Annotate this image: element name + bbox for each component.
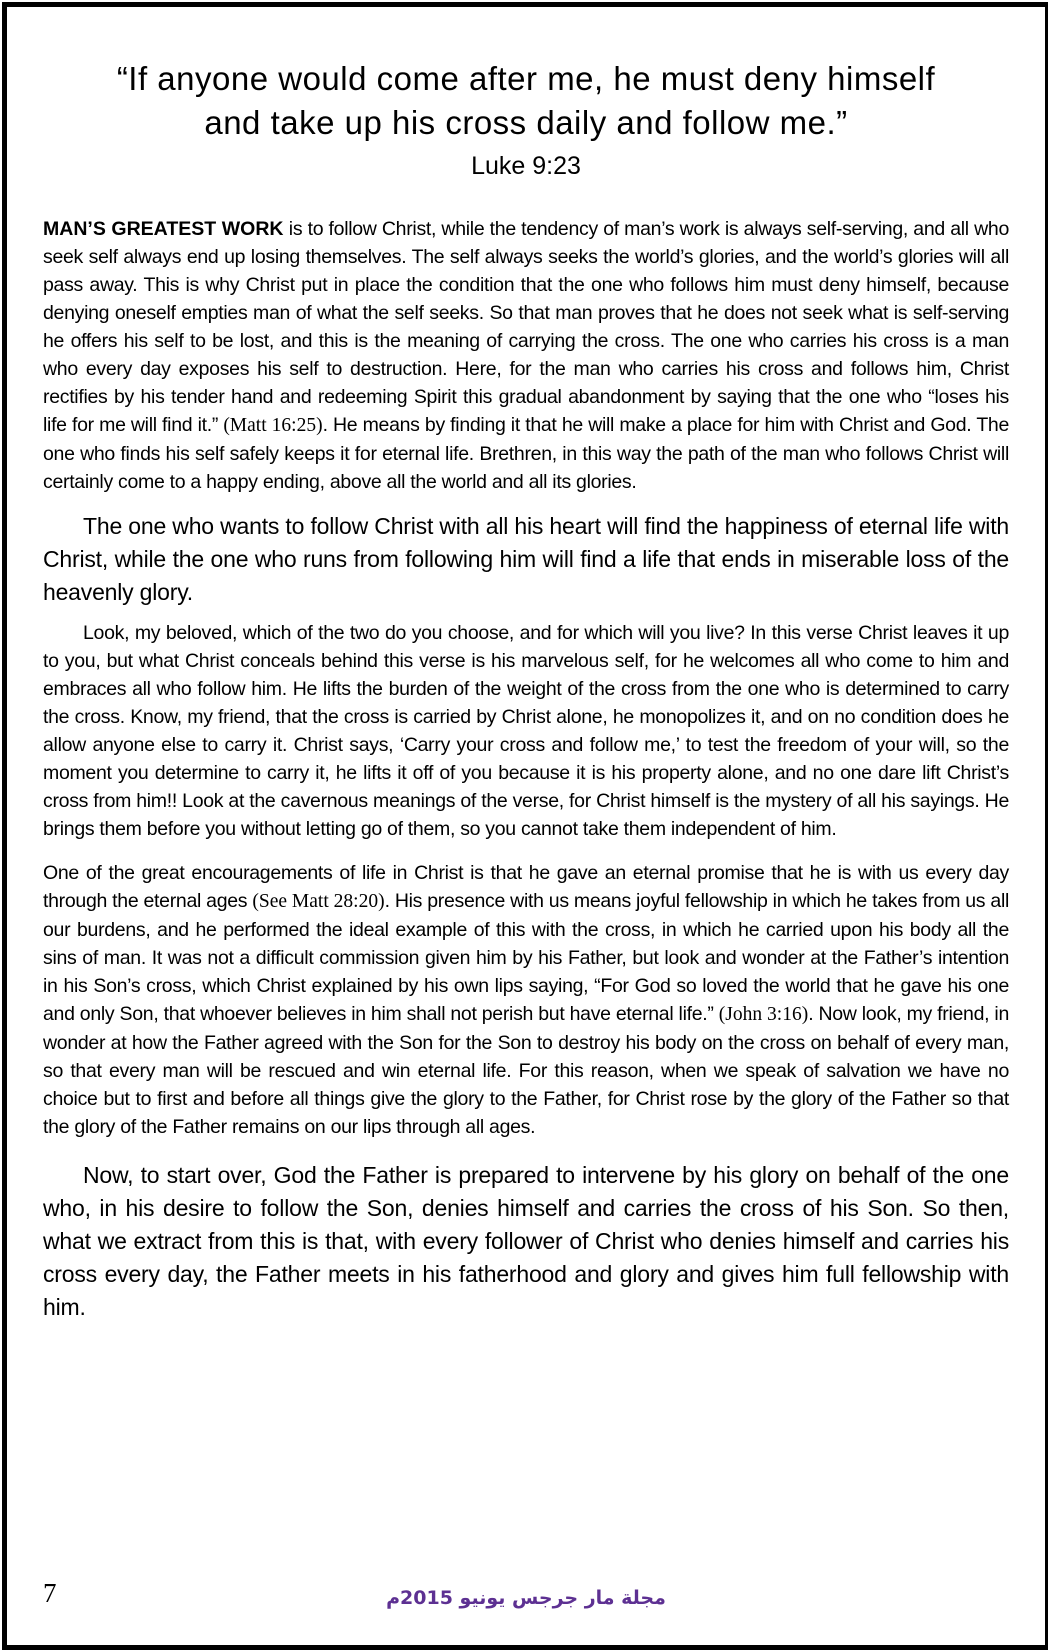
paragraph-lead-in: MAN’S GREATEST WORK [43, 218, 284, 240]
paragraph-text: . Now look, my friend, in wonder at how the Father agreed with the Son for the Son to destroy his body on the cross on behalf of every man, so that every man will be rescued and win eternal life. For this reason, when we speak of salvation we have no choice but to first and before all things give the glory to the Father, for Christ rose by the glory of the Father so that the glory of the Father remains on our lips through all ages. [43, 1003, 1009, 1138]
paragraph-follow-christ-heart: The one who wants to follow Christ with all his heart will find the happiness of eternal life with Christ, while the one who runs from following him will find a life that ends in miserable loss of the heavenly glory. [43, 513, 1009, 605]
quote-line-1: “If anyone would come after me, he must deny himself [116, 60, 936, 97]
paragraph-now-to-start-over: Now, to start over, God the Father is prepared to intervene by his glory on behalf of the one who, in his desire to follow the Son, denies himself and carries the cross of his Son. So then, what we extract from this is that, with every follower of Christ who denies himself and carries his cross every day, the Father meets in his fatherhood and glory and gives him full fellowship with him. [43, 1162, 1009, 1320]
citation-matt-28-20: (See Matt 28:20) [252, 891, 385, 912]
quote-line-2: and take up his cross daily and follow me.” [204, 104, 848, 141]
citation-matt-16-25: (Matt 16:25) [223, 415, 323, 436]
paragraph-mans-greatest-work [43, 215, 1009, 496]
page-footer [43, 1578, 1009, 1617]
paragraph-text: . He means by finding it that he will make a place for him with Christ and God. The one who finds his self safely keeps it for eternal life. Brethren, in this way the path of the man who follows Christ will certainly come to a happy ending, above all the world and all its glories. [43, 414, 1010, 493]
paragraph-text: . His presence with us means joyful fellowship in which he takes from us all our burdens, and he performed the ideal example of this with the cross, in which he carried upon his body all the sins of man. It was not a difficult commission given him by his Father, but look and wonder at the Father’s intention in his Son’s cross, which Christ explained by his own lips saying, “For God so loved the world that he gave his one and only Son, that whoever believes in him shall not perish but have eternal life.” [43, 890, 1010, 1025]
paragraph-text: is to follow Christ, while the tendency of man’s work is always self-serving, and all who seek self always end up losing themselves. The self always seeks the world’s glories, and the world’s glories will all pass away. This is why Christ put in place the condition that the one who follows him must deny himself, because denying oneself empties man of what the self seeks. So that man proves that he does not seek what is self-serving he offers his self to be lost, and this is the meaning of carrying the cross. The one who carries his cross is a man who every day exposes his self to destruction. Here, for the man who carries his cross and follows him, Christ rectifies by his tender hand and redeeming Spirit this gradual abandonment by saying that the one who “loses his life for me will find it.” [43, 218, 1009, 436]
page-number: 7 [43, 1578, 57, 1608]
paragraph-text: One of the great encouragements of life in Christ is that he gave an eternal promise that he is with us every day through the eternal ages [43, 862, 1009, 912]
citation-john-3-16: (John 3:16) [718, 1004, 809, 1025]
scripture-reference: Luke 9:23 [471, 152, 581, 180]
journal-title-arabic: مجلة مار جرجس يونيو 2015م [386, 1587, 666, 1609]
scripture-quote-heading [43, 57, 1009, 183]
paragraph-encouragements [43, 859, 1009, 1141]
paragraph-look-my-beloved: Look, my beloved, which of the two do you choose, and for which will you live? In this verse Christ leaves it up to you, but what Christ conceals behind this verse is his marvelous self, for he welcomes all who come to him and embraces all who follow him. He lifts the burden of the weight of the cross from the one who is determined to carry the cross. Know, my friend, that the cross is carried by Christ alone, he monopolizes it, and on no condition does he allow anyone else to carry it. Christ says, ‘Carry your cross and follow me,’ to test the freedom of your will, so the moment you determine to carry it, he lifts it off of you because it is his property alone, and no one dare lift Christ’s cross from him!! Look at the cavernous meanings of the verse, for Christ himself is the mystery of all his sayings. He brings them before you without letting go of them, so you cannot take them independent of him. [43, 622, 1009, 840]
document-page [2, 2, 1048, 1650]
